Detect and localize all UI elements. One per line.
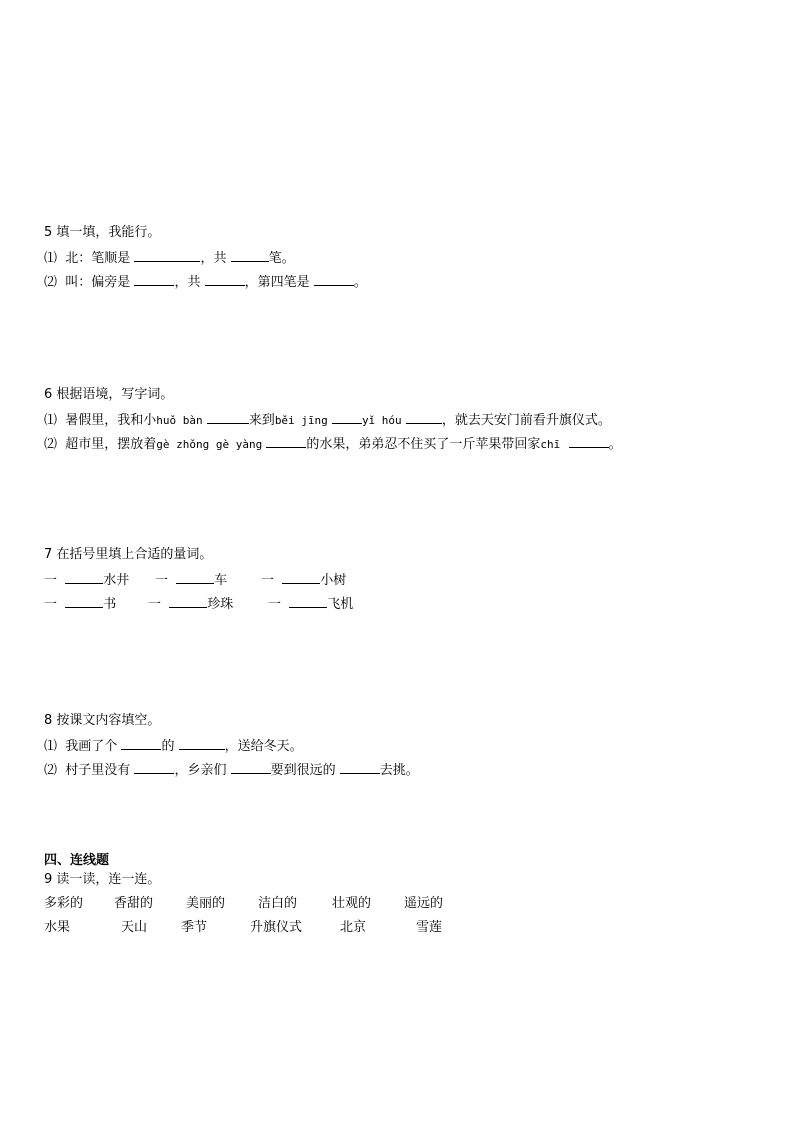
answer-blank[interactable] <box>205 272 245 286</box>
match-word-bottom[interactable]: 水果 <box>44 920 71 935</box>
answer-blank[interactable] <box>569 434 609 448</box>
pinyin: yǐ hóu <box>361 414 402 427</box>
pinyin: gè zhǒng gè yàng <box>156 438 263 451</box>
answer-blank[interactable] <box>65 594 103 608</box>
item-number: ⑵ <box>44 275 58 290</box>
measure-word-item: 一 水井 <box>44 570 129 590</box>
q7-title: 7 在括号里填上合适的量词。 <box>44 547 213 562</box>
answer-blank[interactable] <box>134 272 174 286</box>
answer-blank[interactable] <box>207 410 249 424</box>
measure-word-item: 一 书 <box>44 594 116 614</box>
q9-title: 9 读一读，连一连。 <box>44 872 161 887</box>
answer-blank[interactable] <box>176 570 214 584</box>
answer-blank[interactable] <box>314 272 354 286</box>
answer-blank[interactable] <box>65 570 103 584</box>
q8-line-2: ⑵ 村子里没有 ，乡亲们 要到很远的 去挑。 <box>44 760 419 780</box>
q6-title: 6 根据语境，写字词。 <box>44 387 174 402</box>
answer-blank[interactable] <box>134 248 200 262</box>
answer-blank[interactable] <box>121 736 161 750</box>
answer-blank[interactable] <box>332 410 362 424</box>
pinyin: běi jīng <box>274 414 328 427</box>
section-heading: 四、连线题 <box>44 853 110 868</box>
match-word-bottom[interactable]: 北京 <box>340 920 367 935</box>
item-number: ⑵ <box>44 437 58 452</box>
answer-blank[interactable] <box>179 736 225 750</box>
item-number: ⑴ <box>44 413 58 428</box>
answer-blank[interactable] <box>289 594 327 608</box>
answer-blank[interactable] <box>282 570 320 584</box>
match-word-bottom[interactable]: 天山 <box>121 920 148 935</box>
match-word-top[interactable]: 美丽的 <box>186 896 226 911</box>
answer-blank[interactable] <box>231 760 271 774</box>
item-number: ⑵ <box>44 763 58 778</box>
measure-word-item: 一 飞机 <box>268 594 353 614</box>
item-number: ⑴ <box>44 739 58 754</box>
match-word-top[interactable]: 香甜的 <box>114 896 154 911</box>
match-word-top[interactable]: 洁白的 <box>258 896 298 911</box>
measure-word-item: 一 珍珠 <box>148 594 233 614</box>
q5-title: 5 填一填，我能行。 <box>44 225 161 240</box>
match-word-top[interactable]: 遥远的 <box>404 896 444 911</box>
match-word-bottom[interactable]: 季节 <box>181 920 208 935</box>
match-word-top[interactable]: 壮观的 <box>332 896 372 911</box>
measure-word-item: 一 车 <box>155 570 227 590</box>
q5-line-1: ⑴ 北：笔顺是 ，共 笔。 <box>44 248 295 268</box>
answer-blank[interactable] <box>169 594 207 608</box>
measure-word-item: 一 小树 <box>261 570 346 590</box>
answer-blank[interactable] <box>231 248 269 262</box>
q8-title: 8 按课文内容填空。 <box>44 713 161 728</box>
q6-line-2: ⑵ 超市里，摆放着gè zhǒng gè yàng 的水果，弟弟忍不住买了一斤苹果带回家chī 。 <box>44 434 622 454</box>
q5-line-2: ⑵ 叫：偏旁是 ，共 ，第四笔是 。 <box>44 272 367 292</box>
pinyin: huǒ bàn <box>156 414 203 427</box>
answer-blank[interactable] <box>266 434 306 448</box>
match-word-top[interactable]: 多彩的 <box>44 896 84 911</box>
item-number: ⑴ <box>44 251 58 266</box>
pinyin: chī <box>540 438 561 451</box>
answer-blank[interactable] <box>134 760 174 774</box>
q6-line-1: ⑴ 暑假里，我和小huǒ bàn 来到běi jīng yǐ hóu ，就去天安门前看升旗仪式。 <box>44 410 611 430</box>
answer-blank[interactable] <box>406 410 442 424</box>
match-word-bottom[interactable]: 雪莲 <box>416 920 443 935</box>
match-word-bottom[interactable]: 升旗仪式 <box>250 920 303 935</box>
q8-line-1: ⑴ 我画了个 的 ，送给冬天。 <box>44 736 303 756</box>
answer-blank[interactable] <box>340 760 380 774</box>
